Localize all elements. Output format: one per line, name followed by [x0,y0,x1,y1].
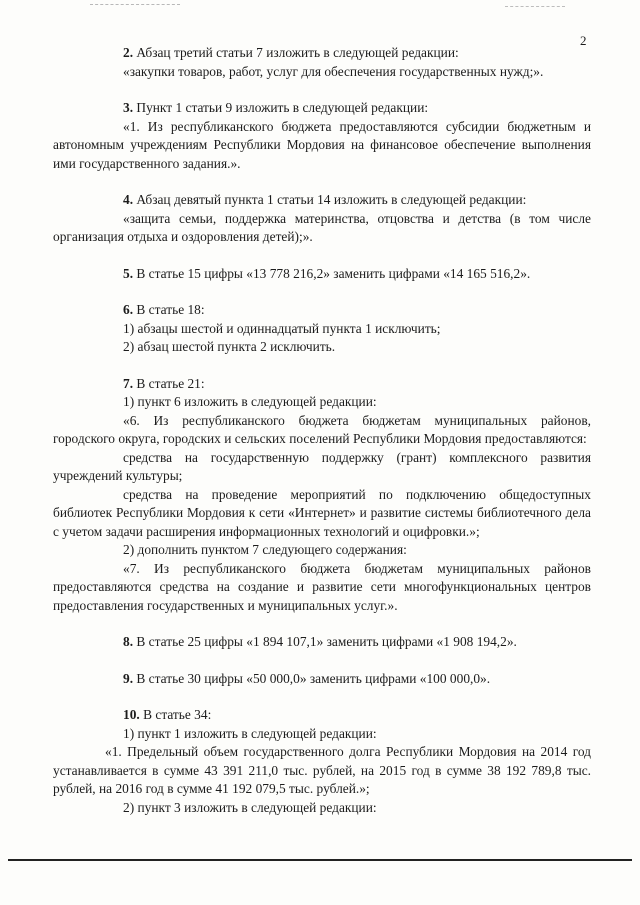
paragraph: 9. В статье 30 цифры «50 000,0» заменить цифрами «100 000,0». [123,670,491,686]
paragraph: 10. В статье 34: [123,707,212,722]
scan-artifact [505,6,565,8]
paragraph: 3. Пункт 1 статьи 9 изложить в следующей редакции: [123,100,429,115]
document-body [53,44,591,817]
scan-edge-line [8,859,632,861]
item-number: 4. [123,192,134,207]
page-number: 2 [580,33,587,48]
paragraph: «6. Из республиканского бюджета бюджетам муниципальных районов, городского округа, городских и сельских поселений Республики Мордовия предоставляются: [53,412,591,446]
paragraph: 7. В статье 21: [123,375,205,391]
paragraph: 1) пункт 6 изложить в следующей редакции: [123,394,377,409]
paragraph: 2) абзац шестой пункта 2 исключить. [123,339,336,354]
paragraph: 1) абзацы шестой и одиннадцатый пункта 1 исключить; [123,320,441,336]
paragraph: 6. В статье 18: [123,302,205,317]
item-number: 10. [123,707,140,722]
paragraph: «закупки товаров, работ, услуг для обеспечения государственных нужд;». [123,63,544,79]
paragraph: 5. В статье 15 цифры «13 778 216,2» заменить цифрами «14 165 516,2». [123,265,531,281]
paragraph: 2) пункт 3 изложить в следующей редакции: [123,799,377,815]
item-number: 5. [123,265,134,281]
item-number: 7. [123,375,134,391]
paragraph: средства на проведение мероприятий по подключению общедоступных библиотек Республики Мордовия к сети «Интернет» и развитие системы библиотечного дела с учетом задачи расширения информационных технологий и оцифровки.»; [53,486,591,539]
item-number: 2. [123,45,134,60]
paragraph: средства на государственную поддержку (грант) комплексного развития учреждений культуры; [53,449,591,483]
paragraph: 8. В статье 25 цифры «1 894 107,1» заменить цифрами «1 908 194,2». [123,634,517,649]
paragraph: «1. Из республиканского бюджета предоставляются субсидии бюджетным и автономным учреждениям Республики Мордовия на финансовое обеспечение выполнения ими государственного задания.». [53,118,591,171]
scan-artifact [90,4,180,6]
paragraph: «7. Из республиканского бюджета бюджетам муниципальных районов предоставляются средства на создание и развитие сети многофункциональных центров предоставления государственных и муниципальных услуг.». [53,560,591,613]
paragraph: 1) пункт 1 изложить в следующей редакции: [123,725,377,741]
item-number: 9. [123,670,134,686]
paragraph: 2) дополнить пунктом 7 следующего содержания: [123,542,407,557]
paragraph: «1. Предельный объем государственного долга Республики Мордовия на 2014 год устанавливается в сумме 43 391 211,0 тыс. рублей, на 2015 год в сумме 38 192 789,8 тыс. рублей, на 2016 год в сумме 41 192 079,5 тыс. рублей.»; [53,744,591,796]
paragraph: «защита семьи, поддержка материнства, отцовства и детства (в том числе организация отдыха и оздоровления детей);». [53,210,591,244]
paragraph: 2. Абзац третий статьи 7 изложить в следующей редакции: [123,45,459,60]
item-number: 8. [123,634,134,649]
item-number: 3. [123,100,134,115]
paragraph: 4. Абзац девятый пункта 1 статьи 14 изложить в следующей редакции: [123,192,527,207]
item-number: 6. [123,302,134,317]
